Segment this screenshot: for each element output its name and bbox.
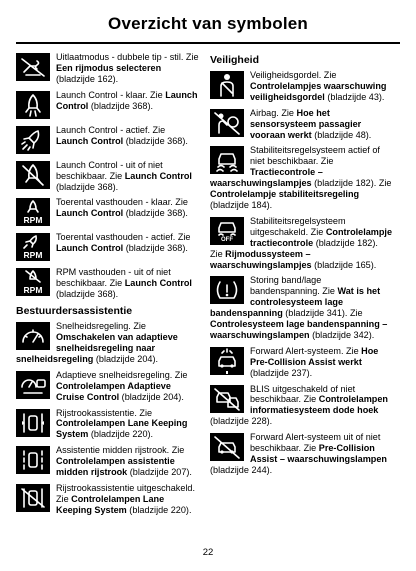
entry-text: (bladzijde 182). Zie <box>311 178 392 189</box>
symbol-entry <box>16 90 199 120</box>
launch-control-list <box>16 52 199 300</box>
entry-text: (bladzijde 207). <box>127 467 192 478</box>
entry-text: (bladzijde 165). <box>311 259 377 270</box>
entry-text: (bladzijde 368). <box>123 208 188 219</box>
page-title: Overzicht van symbolen <box>108 14 308 33</box>
entry-text: (bladzijde 341). Zie <box>282 308 363 319</box>
symbol-entry <box>16 160 199 193</box>
rpm-label: RPM <box>23 285 43 296</box>
entry-text: RPM vasthouden - uit of niet beschikbaar. Zie <box>56 267 171 289</box>
entry-text: Forward Alert-systeem. Zie <box>250 345 362 356</box>
entry-text: Stabiliteitsregelsysteem actief of niet beschikbaar. Zie <box>250 145 380 167</box>
entry-text: Launch Control - uit of niet beschikbaar. Zie <box>56 159 163 181</box>
cruise-control-icon <box>16 322 50 350</box>
symbol-entry <box>16 408 199 441</box>
right-column <box>210 52 393 481</box>
cross-reference: Launch Control <box>124 278 192 289</box>
entry-text: BLIS uitgeschakeld of niet beschikbaar. Zie <box>250 383 356 405</box>
cross-reference: Controlelampen Lane Keeping System <box>56 493 165 515</box>
symbol-entry <box>210 275 393 340</box>
rpm-hold-off-icon <box>16 268 50 296</box>
lane-centering-icon <box>16 446 50 474</box>
entry-text: (bladzijde 162). <box>56 73 119 84</box>
entry-text: Adaptieve snelheidsregeling. Zie <box>56 369 188 380</box>
entry-text: (bladzijde 368). <box>56 181 119 192</box>
cross-reference: Hoe het sensorsysteem passagier vooraan werkt <box>250 107 362 140</box>
entry-text: Storing band/lage bandenspanning. Zie <box>250 275 338 297</box>
entry-text: (bladzijde 204). <box>119 391 184 402</box>
entry-text: (bladzijde 237). <box>250 367 313 378</box>
symbol-entry <box>210 70 393 103</box>
entry-text: (bladzijde 204). <box>93 353 159 364</box>
entry-text: (bladzijde 368). <box>123 243 188 254</box>
entry-text: Rijstrookassistentie. Zie <box>56 407 153 418</box>
cross-reference: Pre-Collision Assist – waarschuwingslampen <box>250 443 387 464</box>
cross-reference: Controlelampen informatiesysteem dode hoek <box>250 394 388 416</box>
driver-assist-list <box>16 321 199 516</box>
entry-text: (bladzijde 48). <box>311 129 372 140</box>
left-column <box>16 52 199 521</box>
adaptive-cruise-control-icon <box>16 371 50 399</box>
stability-control-off-icon <box>210 146 244 174</box>
rpm-hold-active-icon <box>16 233 50 261</box>
cross-reference: Controlelampjes waarschuwing veiligheidsgordel <box>250 80 387 102</box>
cross-reference: Omschakelen van adaptieve snelheidsregeling naar snelheidsregeling <box>16 332 178 364</box>
entry-text: Launch Control - actief. Zie <box>56 124 166 135</box>
entry-text: Rijstrookassistentie uitgeschakeld. Zie <box>56 482 195 504</box>
traction-control-off-icon <box>210 217 244 245</box>
launch-control-off-icon <box>16 161 50 189</box>
entry-text: Uitlaatmodus - dubbele tip - stil. Zie <box>56 52 199 62</box>
cross-reference: Launch Control <box>56 243 124 254</box>
page-number: 22 <box>202 547 214 558</box>
symbol-entry <box>210 346 393 379</box>
symbol-entry <box>16 321 199 365</box>
entry-text: Snelheidsregeling. Zie <box>56 321 146 332</box>
rpm-label: RPM <box>23 215 43 226</box>
symbol-entry <box>16 483 199 516</box>
entry-text: (bladzijde 182). Zie <box>210 237 378 259</box>
cross-reference: Controlelampen Lane Keeping System <box>56 418 188 440</box>
symbol-entry <box>16 52 199 85</box>
symbol-entry <box>16 445 199 478</box>
cross-reference: Tractiecontrole – waarschuwingslampjes <box>210 167 323 189</box>
cross-reference: Launch Control <box>56 135 124 146</box>
cross-reference: Controlelampje stabiliteitsregeling <box>210 189 360 200</box>
entry-text: (bladzijde 43). <box>324 91 385 102</box>
blis-off-icon <box>210 385 244 413</box>
launch-control-ready-icon <box>16 91 50 119</box>
entry-text: (bladzijde 220). <box>126 504 192 515</box>
cross-reference: Controlelampen Adaptieve Cruise Control <box>56 380 171 402</box>
forward-alert-off-icon <box>210 433 244 461</box>
symbol-entry <box>16 267 199 300</box>
entry-text: Veiligheidsgordel. Zie <box>250 70 337 80</box>
symbol-entry <box>16 125 199 155</box>
symbol-entry <box>210 384 393 428</box>
section-heading-driver-assist: Bestuurdersassistentie <box>16 305 133 318</box>
symbol-entry <box>16 197 199 227</box>
cross-reference: Launch Control <box>56 208 124 219</box>
lane-keeping-icon <box>16 409 50 437</box>
cross-reference: Rijmodussysteem – waarschuwingslampjes <box>210 248 312 270</box>
rpm-label: RPM <box>23 250 43 261</box>
exhaust-mode-icon <box>16 53 50 81</box>
entry-text: (bladzijde 220). <box>88 429 154 440</box>
entry-text: Launch Control - klaar. Zie <box>56 89 166 100</box>
cross-reference: Hoe Pre-Collision Assist werkt <box>250 345 379 367</box>
off-label: OFF <box>221 236 233 243</box>
cross-reference: Controlelampje tractiecontrole <box>250 226 393 248</box>
cross-reference: Een rijmodus selecteren <box>56 62 162 73</box>
seatbelt-icon <box>210 71 244 99</box>
symbol-entry <box>210 432 393 476</box>
entry-text: (bladzijde 342). <box>309 329 375 340</box>
symbol-entry <box>210 108 393 141</box>
entry-text: Toerental vasthouden - actief. Zie <box>56 232 191 243</box>
entry-text: Airbag. Zie <box>250 107 297 118</box>
lane-keeping-off-icon <box>16 484 50 512</box>
entry-text: Toerental vasthouden - klaar. Zie <box>56 197 188 208</box>
symbol-entry <box>210 145 393 210</box>
rpm-hold-ready-icon <box>16 198 50 226</box>
safety-list <box>210 70 393 476</box>
launch-control-active-icon <box>16 126 50 154</box>
entry-text: Assistentie midden rijstrook. Zie <box>56 445 185 456</box>
forward-alert-icon <box>210 347 244 375</box>
entry-text: (bladzijde 228). <box>210 416 273 427</box>
entry-text: (bladzijde 368). <box>88 100 154 111</box>
entry-text: Stabiliteitsregelsysteem uitgeschakeld. Zie <box>250 215 346 237</box>
entry-text: (bladzijde 368). <box>56 289 119 300</box>
airbag-off-icon <box>210 109 244 137</box>
entry-text: Forward Alert-systeem uit of niet beschikbaar. Zie <box>250 432 381 454</box>
entry-text: (bladzijde 244). <box>210 464 273 475</box>
cross-reference: Launch Control <box>124 170 192 181</box>
symbol-entry <box>16 232 199 262</box>
entry-text: (bladzijde 368). <box>123 135 188 146</box>
cross-reference: Controlelampen assistentie midden rijstrook <box>56 456 175 478</box>
title-rule <box>16 42 400 44</box>
cross-reference: Wat is het controlesysteem lage bandenspanning <box>210 286 381 319</box>
section-heading-safety: Veiligheid <box>210 54 260 66</box>
cross-reference: Launch Control <box>56 89 198 111</box>
entry-text: (bladzijde 184). <box>210 199 273 210</box>
symbol-entry <box>210 216 393 271</box>
tire-pressure-icon <box>210 276 244 304</box>
symbol-entry <box>16 370 199 403</box>
cross-reference: Controlesysteem lage bandenspanning – waarschuwingslampen <box>210 319 388 340</box>
